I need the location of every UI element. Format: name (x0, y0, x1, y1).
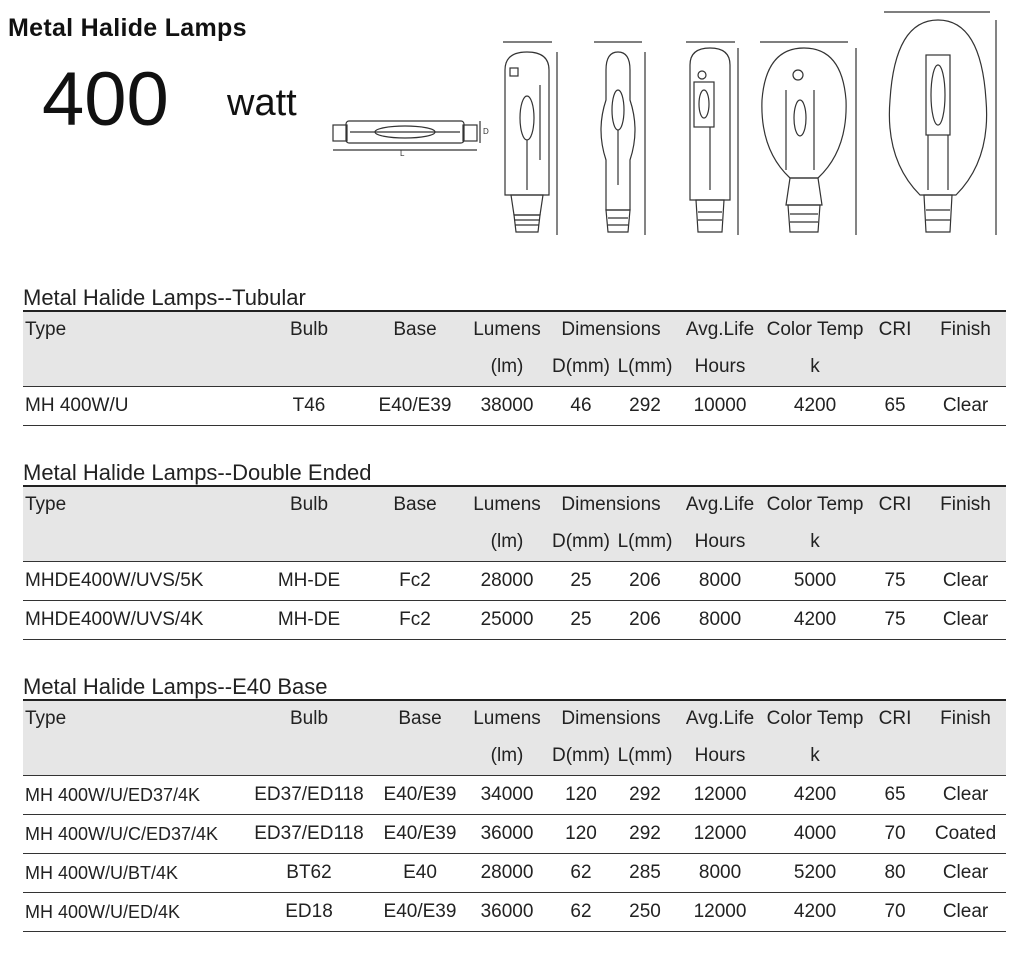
cell-life: 10000 (675, 387, 765, 426)
col-header-color-temp: Color Temp (765, 311, 865, 348)
section-e40-base (23, 675, 1006, 932)
col-subheader-lm: (lm) (467, 737, 547, 776)
cell-temp: 4200 (765, 893, 865, 932)
table-row (23, 387, 1006, 426)
cell-l: 292 (615, 815, 675, 854)
cell-cri: 70 (865, 893, 925, 932)
col-header-cri: CRI (865, 700, 925, 737)
cell-l: 250 (615, 893, 675, 932)
cell-d: 46 (547, 387, 615, 426)
cell-life: 12000 (675, 776, 765, 815)
col-header-cri: CRI (865, 311, 925, 348)
cell-lumens: 38000 (467, 387, 547, 426)
section-title: Metal Halide Lamps--E40 Base (23, 674, 328, 699)
wattage-value: 400 (42, 57, 169, 142)
cell-base: E40/E39 (373, 776, 467, 815)
cell-finish: Clear (925, 387, 1006, 426)
col-subheader-d: D(mm) (547, 348, 615, 387)
cell-lumens: 36000 (467, 893, 547, 932)
cell-cri: 75 (865, 601, 925, 640)
cell-type: MHDE400W/UVS/4K (23, 601, 255, 640)
col-subheader-hours: Hours (675, 737, 765, 776)
col-header-type: Type (23, 700, 245, 737)
cell-l: 285 (615, 854, 675, 893)
cell-life: 12000 (675, 815, 765, 854)
cell-cri: 70 (865, 815, 925, 854)
table-row (23, 562, 1006, 601)
cell-cri: 65 (865, 776, 925, 815)
col-header-lumens: Lumens (467, 700, 547, 737)
col-header-finish: Finish (925, 700, 1006, 737)
table-row (23, 601, 1006, 640)
wattage-unit: watt (227, 82, 297, 124)
cell-base: Fc2 (363, 562, 467, 601)
col-header-dimensions: Dimensions (547, 700, 675, 737)
col-subheader-hours: Hours (675, 348, 765, 387)
col-subheader-l: L(mm) (615, 348, 675, 387)
col-header-base: Base (363, 311, 467, 348)
cell-type: MH 400W/U/BT/4K (23, 854, 245, 893)
cell-lumens: 34000 (467, 776, 547, 815)
col-header-avg-life: Avg.Life (675, 486, 765, 523)
col-subheader-hours: Hours (675, 523, 765, 562)
section-title: Metal Halide Lamps--Tubular (23, 285, 306, 310)
cell-bulb: ED18 (245, 893, 373, 932)
table-row (23, 776, 1006, 815)
cell-d: 25 (547, 601, 615, 640)
cell-finish: Clear (925, 893, 1006, 932)
cell-d: 62 (547, 893, 615, 932)
cell-lumens: 36000 (467, 815, 547, 854)
table-row (23, 893, 1006, 932)
lamp-diagrams (0, 0, 1029, 250)
cell-bulb: T46 (255, 387, 363, 426)
cell-lumens: 28000 (467, 562, 547, 601)
col-subheader-k: k (765, 348, 865, 387)
cell-l: 206 (615, 601, 675, 640)
cell-base: E40/E39 (363, 387, 467, 426)
col-subheader-d: D(mm) (547, 523, 615, 562)
section-tubular (23, 286, 1006, 426)
col-subheader-l: L(mm) (615, 523, 675, 562)
cell-temp: 4200 (765, 776, 865, 815)
dim-label-l: L (400, 149, 405, 158)
col-header-finish: Finish (925, 311, 1006, 348)
cell-type: MH 400W/U/ED37/4K (23, 776, 245, 815)
cell-temp: 4200 (765, 387, 865, 426)
cell-finish: Coated (925, 815, 1006, 854)
cell-d: 62 (547, 854, 615, 893)
cell-finish: Clear (925, 854, 1006, 893)
cell-d: 25 (547, 562, 615, 601)
cell-lumens: 28000 (467, 854, 547, 893)
cell-life: 8000 (675, 562, 765, 601)
cell-temp: 5200 (765, 854, 865, 893)
col-header-base: Base (373, 700, 467, 737)
col-header-dimensions: Dimensions (547, 486, 675, 523)
cell-type: MH 400W/U/C/ED37/4K (23, 815, 245, 854)
col-header-avg-life: Avg.Life (675, 311, 765, 348)
tubular-lamp-drawing (503, 42, 557, 235)
cell-lumens: 25000 (467, 601, 547, 640)
col-header-lumens: Lumens (467, 486, 547, 523)
col-header-color-temp: Color Temp (765, 700, 865, 737)
cell-life: 8000 (675, 601, 765, 640)
cell-temp: 4200 (765, 601, 865, 640)
col-subheader-k: k (765, 523, 865, 562)
cell-bulb: MH-DE (255, 601, 363, 640)
cell-finish: Clear (925, 776, 1006, 815)
cell-type: MH 400W/U (23, 387, 255, 426)
table-row (23, 815, 1006, 854)
table-row (23, 854, 1006, 893)
cell-d: 120 (547, 776, 615, 815)
col-subheader-lm: (lm) (467, 348, 547, 387)
cell-base: E40/E39 (373, 893, 467, 932)
col-header-type: Type (23, 311, 255, 348)
cell-type: MHDE400W/UVS/5K (23, 562, 255, 601)
section-title: Metal Halide Lamps--Double Ended (23, 460, 372, 485)
cell-life: 12000 (675, 893, 765, 932)
double-ended-lamp-drawing (333, 121, 480, 150)
col-header-base: Base (363, 486, 467, 523)
col-header-lumens: Lumens (467, 311, 547, 348)
lamp-table (23, 699, 1006, 932)
bt-lamp-drawing (884, 12, 996, 235)
cell-bulb: ED37/ED118 (245, 776, 373, 815)
col-header-color-temp: Color Temp (765, 486, 865, 523)
cell-bulb: MH-DE (255, 562, 363, 601)
cell-temp: 5000 (765, 562, 865, 601)
cell-l: 206 (615, 562, 675, 601)
cell-bulb: ED37/ED118 (245, 815, 373, 854)
cell-bulb: BT62 (245, 854, 373, 893)
col-header-cri: CRI (865, 486, 925, 523)
section-double-ended (23, 461, 1006, 640)
cell-finish: Clear (925, 562, 1006, 601)
cell-life: 8000 (675, 854, 765, 893)
cell-d: 120 (547, 815, 615, 854)
lamp-table (23, 310, 1006, 426)
cell-l: 292 (615, 776, 675, 815)
cell-finish: Clear (925, 601, 1006, 640)
lamp-table (23, 485, 1006, 640)
col-subheader-l: L(mm) (615, 737, 675, 776)
col-header-bulb: Bulb (255, 311, 363, 348)
col-subheader-d: D(mm) (547, 737, 615, 776)
tubular-clear-lamp-drawing (686, 42, 738, 235)
cell-type: MH 400W/U/ED/4K (23, 893, 245, 932)
col-subheader-k: k (765, 737, 865, 776)
cell-base: E40/E39 (373, 815, 467, 854)
col-subheader-lm: (lm) (467, 523, 547, 562)
cell-base: Fc2 (363, 601, 467, 640)
col-header-finish: Finish (925, 486, 1006, 523)
cell-temp: 4000 (765, 815, 865, 854)
ed-lamp-drawing (760, 42, 856, 235)
cell-cri: 65 (865, 387, 925, 426)
page-title: Metal Halide Lamps (8, 14, 247, 42)
col-header-bulb: Bulb (245, 700, 373, 737)
cell-cri: 80 (865, 854, 925, 893)
col-header-bulb: Bulb (255, 486, 363, 523)
cell-base: E40 (373, 854, 467, 893)
col-header-dimensions: Dimensions (547, 311, 675, 348)
tubular-bt-lamp-drawing (594, 42, 645, 235)
dim-label-d: D (483, 127, 489, 136)
col-header-type: Type (23, 486, 255, 523)
col-header-avg-life: Avg.Life (675, 700, 765, 737)
cell-cri: 75 (865, 562, 925, 601)
cell-l: 292 (615, 387, 675, 426)
